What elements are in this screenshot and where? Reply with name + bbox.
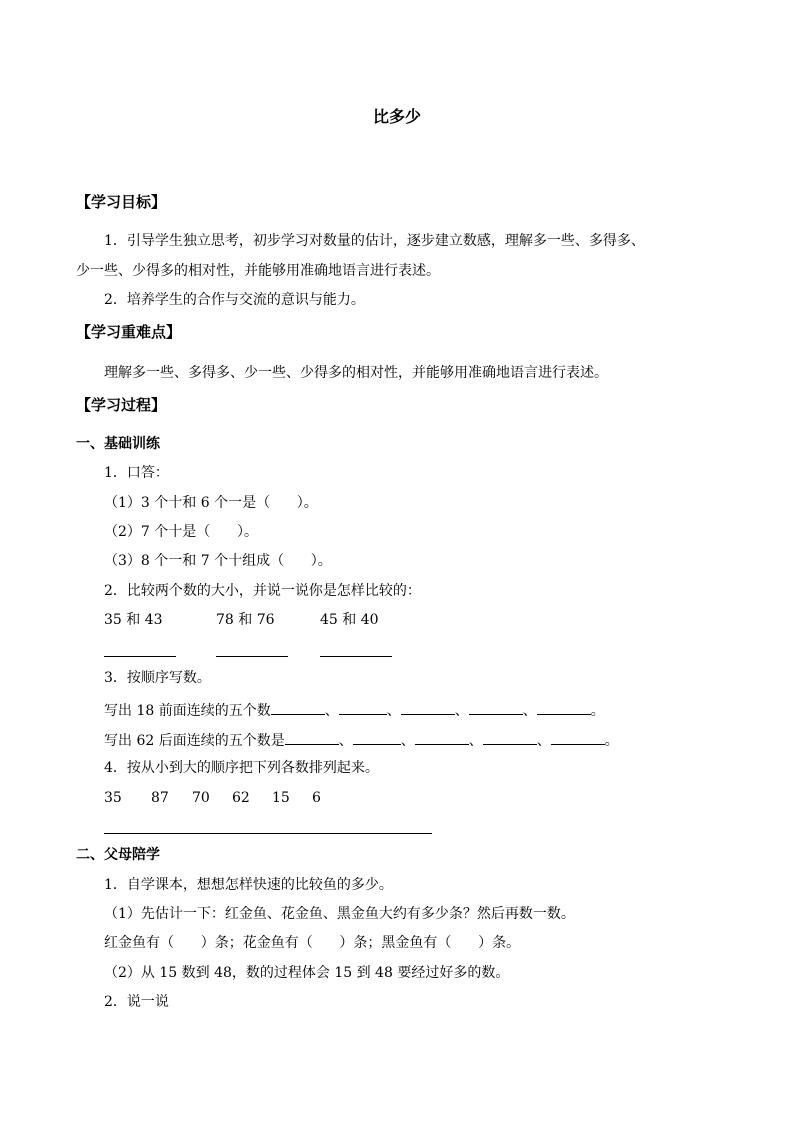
separator: 、 <box>324 703 339 719</box>
p2-q2-text: 2．说一说 <box>104 994 169 1010</box>
q3-a-blank-4[interactable] <box>469 702 523 715</box>
q1-item-3: （3）8 个一和 7 个十组成（ ）。 <box>104 553 332 569</box>
q3-row-a <box>104 702 605 718</box>
period: 。 <box>590 703 605 719</box>
q3-b-prefix: 写出 62 后面连续的五个数是 <box>104 733 285 749</box>
q2-pair-1: 35 和 43 <box>104 612 163 628</box>
q1-item-2: （2）7 个十是（ ）。 <box>104 524 258 540</box>
q3-a-blank-2[interactable] <box>339 702 387 715</box>
q3-b-blank-3[interactable] <box>415 732 469 745</box>
process-heading: 【学习过程】 <box>76 396 167 414</box>
goals-heading: 【学习目标】 <box>76 193 167 211</box>
separator: 、 <box>338 733 353 749</box>
p2-q1-a: （1）先估计一下：红金鱼、花金鱼、黑金鱼大约有多少条？然后再数一数。 <box>104 906 575 922</box>
q3-a-blank-3[interactable] <box>401 702 455 715</box>
p2-q1-b: （2）从 15 数到 48，数的过程体会 15 到 48 要经过好多的数。 <box>104 965 510 981</box>
separator: 、 <box>536 733 551 749</box>
q2-pair-3: 45 和 40 <box>320 612 379 628</box>
q3-b-blank-4[interactable] <box>483 732 537 745</box>
page-title: 比多少 <box>372 107 421 126</box>
goal-line-3: 2．培养学生的合作与交流的意识与能力。 <box>104 292 365 308</box>
separator: 、 <box>386 703 401 719</box>
q3-b-blank-5[interactable] <box>551 732 605 745</box>
q2-pair-2: 78 和 76 <box>216 612 275 628</box>
q4-number-5: 15 <box>272 790 290 806</box>
q2-answer-line-3[interactable] <box>320 656 392 657</box>
separator: 、 <box>468 733 483 749</box>
separator: 、 <box>454 703 469 719</box>
q4-number-1: 35 <box>104 790 122 806</box>
q3-b-blank-1[interactable] <box>285 732 339 745</box>
q4-number-2: 87 <box>151 790 169 806</box>
q3-a-blank-1[interactable] <box>271 702 325 715</box>
q1-item-1: （1）3 个十和 6 个一是（ ）。 <box>104 495 318 511</box>
q3-text: 3．按顺序写数。 <box>104 670 211 686</box>
p2-q1-text: 1．自学课本，想想怎样快速的比较鱼的多少。 <box>104 877 393 893</box>
part2-heading: 二、父母陪学 <box>76 847 160 863</box>
q4-number-3: 70 <box>192 790 210 806</box>
goal-line-1: 1．引导学生独立思考，初步学习对数量的估计，逐步建立数感，理解多一些、多得多、 <box>104 233 645 249</box>
q2-answer-line-2[interactable] <box>216 656 288 657</box>
q3-a-prefix: 写出 18 前面连续的五个数 <box>104 703 271 719</box>
p2-q1-fill: 红金鱼有（ ）条；花金鱼有（ ）条；黑金鱼有（ ）条。 <box>104 935 521 951</box>
period: 。 <box>604 733 619 749</box>
separator: 、 <box>400 733 415 749</box>
q4-answer-line[interactable] <box>104 833 432 834</box>
separator: 、 <box>522 703 537 719</box>
q2-answer-line-1[interactable] <box>104 656 176 657</box>
q4-number-4: 62 <box>232 790 250 806</box>
keypoints-heading: 【学习重难点】 <box>76 323 182 341</box>
q2-text: 2．比较两个数的大小，并说一说你是怎样比较的： <box>104 583 421 599</box>
q3-row-b <box>104 732 619 748</box>
q3-a-blank-5[interactable] <box>537 702 591 715</box>
q1-text: 1．口答： <box>104 465 169 481</box>
part1-heading: 一、基础训练 <box>76 436 160 452</box>
goal-line-2: 少一些、少得多的相对性，并能够用准确地语言进行表述。 <box>76 263 440 279</box>
q4-number-6: 6 <box>312 790 321 806</box>
keypoints-text: 理解多一些、多得多、少一些、少得多的相对性，并能够用准确地语言进行表述。 <box>104 365 608 381</box>
q3-b-blank-2[interactable] <box>353 732 401 745</box>
q4-text: 4．按从小到大的顺序把下列各数排列起来。 <box>104 760 379 776</box>
